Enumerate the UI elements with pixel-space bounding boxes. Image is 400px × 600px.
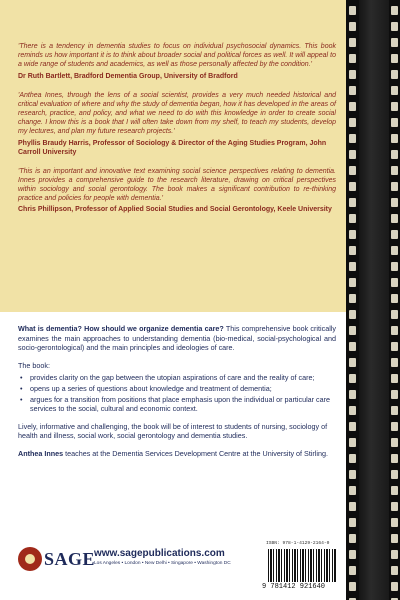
sprocket-hole (391, 470, 398, 479)
sprocket-hole (391, 438, 398, 447)
quote-attribution: Chris Phillipson, Professor of Applied Social Studies and Social Gerontology, Keele University (18, 206, 332, 214)
sprocket-hole (391, 262, 398, 271)
sprocket-hole (349, 358, 356, 367)
sprocket-hole (349, 134, 356, 143)
sprocket-hole (349, 118, 356, 127)
description (18, 324, 336, 467)
sprocket-hole (349, 582, 356, 591)
quote-2 (18, 91, 336, 157)
sprocket-hole (349, 54, 356, 63)
sprocket-hole (349, 38, 356, 47)
quote-panel (0, 0, 346, 312)
publisher-cities: Los Angeles • London • New Delhi • Singapore • Washington DC (94, 561, 231, 566)
sprocket-hole (391, 342, 398, 351)
sprocket-hole (349, 566, 356, 575)
sprocket-hole (391, 534, 398, 543)
publisher-logo-text: SAGE (44, 548, 96, 569)
publisher-website: www.sagepublications.com (94, 548, 225, 559)
sprocket-hole (349, 230, 356, 239)
sprocket-hole (349, 262, 356, 271)
sprocket-hole (391, 150, 398, 159)
quote-text: 'Anthea Innes, through the lens of a social scientist, provides a very much needed historical and critical evaluation of where and why the study of dementia began, how it has developed in the areas of research, practice, and policy, and what we need to do with this knowledge in order to create social change. I know this is a book that I will often take down from my shelf, to teach my students, develop my lectures, and plan my future research projects.' (18, 91, 336, 136)
sprocket-hole (391, 182, 398, 191)
sprocket-hole (391, 102, 398, 111)
barcode-number: 9 781412 921640 (262, 583, 326, 591)
sprocket-hole (349, 534, 356, 543)
sprocket-hole (349, 198, 356, 207)
sprocket-hole (391, 246, 398, 255)
sprocket-hole (349, 6, 356, 15)
author-text: teaches at the Dementia Services Development Centre at the University of Stirling. (63, 448, 329, 458)
sage-circle-icon (18, 547, 42, 571)
quote-3 (18, 167, 336, 215)
sprocket-hole (391, 294, 398, 303)
sprocket-hole (349, 22, 356, 31)
feature-list (18, 373, 336, 413)
sprocket-hole (391, 70, 398, 79)
author-name: Anthea Innes (18, 448, 64, 458)
sprocket-hole (391, 502, 398, 511)
audience-paragraph: Lively, informative and challenging, the book will be of interest to students of nursing, sociology of health and illness, social work, social gerontology and dementia studies. (18, 421, 328, 441)
sprocket-hole (349, 326, 356, 335)
sprocket-hole (391, 582, 398, 591)
quote-text: 'This is an important and innovative text examining social science perspectives relating to dementia. Innes provides a comprehensive guide to the research literature, drawing on critical perspectives within sociology and social gerontology. The book makes a significant contribution to re-thinking practice and policies for people with dementia.' (18, 167, 336, 203)
sprocket-hole (349, 390, 356, 399)
sprocket-hole (391, 486, 398, 495)
sprocket-hole (391, 454, 398, 463)
sprocket-hole (349, 278, 356, 287)
film-strip-decoration (346, 0, 400, 600)
sprocket-hole (349, 470, 356, 479)
sprocket-hole (391, 406, 398, 415)
sprocket-hole (349, 342, 356, 351)
sprocket-hole (391, 566, 398, 575)
sprocket-hole (391, 358, 398, 367)
sprocket-hole (349, 214, 356, 223)
quote-attribution: Dr Ruth Bartlett, Bradford Dementia Group, University of Bradford (18, 72, 238, 80)
sprocket-hole (391, 214, 398, 223)
sprocket-hole (349, 438, 356, 447)
sprocket-hole (349, 182, 356, 191)
intro-paragraph (18, 324, 336, 353)
sprocket-hole (391, 54, 398, 63)
list-item: • argues for a transition from positions that place emphasis upon the individual or particular care services to the social, cultural and economic context. (18, 395, 336, 414)
film-frames (359, 0, 389, 600)
sprocket-hole (349, 518, 356, 527)
publisher-logo (18, 547, 95, 571)
quote-1 (18, 42, 336, 81)
sprocket-hole (349, 246, 356, 255)
book-label: The book: (18, 360, 50, 370)
quotes-list (18, 42, 336, 224)
sprocket-hole (391, 166, 398, 175)
quote-attribution: Phyllis Braudy Harris, Professor of Sociology & Director of the Aging Studies Program, John Carroll University (18, 139, 327, 156)
sprocket-hole (349, 70, 356, 79)
sprocket-hole (391, 550, 398, 559)
list-item: • opens up a series of questions about knowledge and treatment of dementia; (18, 384, 336, 394)
quote-text: 'There is a tendency in dementia studies to focus on individual psychosocial dynamics. This book reminds us how important it is to think about broader social and political forces as well. It will appeal to a wide range of students and academics, as well as those personally affected by the condition.' (18, 43, 336, 69)
sprocket-hole (391, 422, 398, 431)
sprocket-hole (391, 326, 398, 335)
sprocket-hole (391, 86, 398, 95)
sprocket-hole (349, 294, 356, 303)
sprocket-hole (391, 134, 398, 143)
sprocket-hole (349, 422, 356, 431)
sprocket-hole (349, 406, 356, 415)
sprocket-hole (391, 22, 398, 31)
sprocket-hole (349, 374, 356, 383)
sprocket-hole (391, 310, 398, 319)
sprocket-hole (349, 502, 356, 511)
sprocket-hole (391, 390, 398, 399)
sprocket-hole (391, 230, 398, 239)
sprocket-hole (391, 198, 398, 207)
sprocket-hole (349, 454, 356, 463)
sprocket-hole (391, 278, 398, 287)
intro-text: This comprehensive book critically examines the main approaches to understanding dementia (bio-medical, social-psychological and socio-gerontological) and the main principles and ideologies of care. (18, 324, 336, 353)
sprocket-hole (349, 310, 356, 319)
sprocket-hole (349, 486, 356, 495)
sprocket-hole (349, 102, 356, 111)
sprocket-hole (349, 150, 356, 159)
sprocket-hole (391, 38, 398, 47)
intro-questions: What is dementia? How should we organize dementia care? (18, 324, 224, 333)
sprocket-hole (349, 550, 356, 559)
sprocket-hole (391, 118, 398, 127)
sprocket-hole (349, 166, 356, 175)
sprocket-hole (391, 374, 398, 383)
sprocket-hole (391, 6, 398, 15)
list-item: • provides clarity on the gap between the utopian aspirations of care and the reality of care; (18, 373, 336, 383)
author-bio (18, 449, 336, 459)
sprocket-hole (349, 86, 356, 95)
barcode-icon (268, 549, 336, 582)
isbn-text: ISBN: 978-1-4129-2164-0 (266, 541, 330, 546)
sprocket-hole (391, 518, 398, 527)
